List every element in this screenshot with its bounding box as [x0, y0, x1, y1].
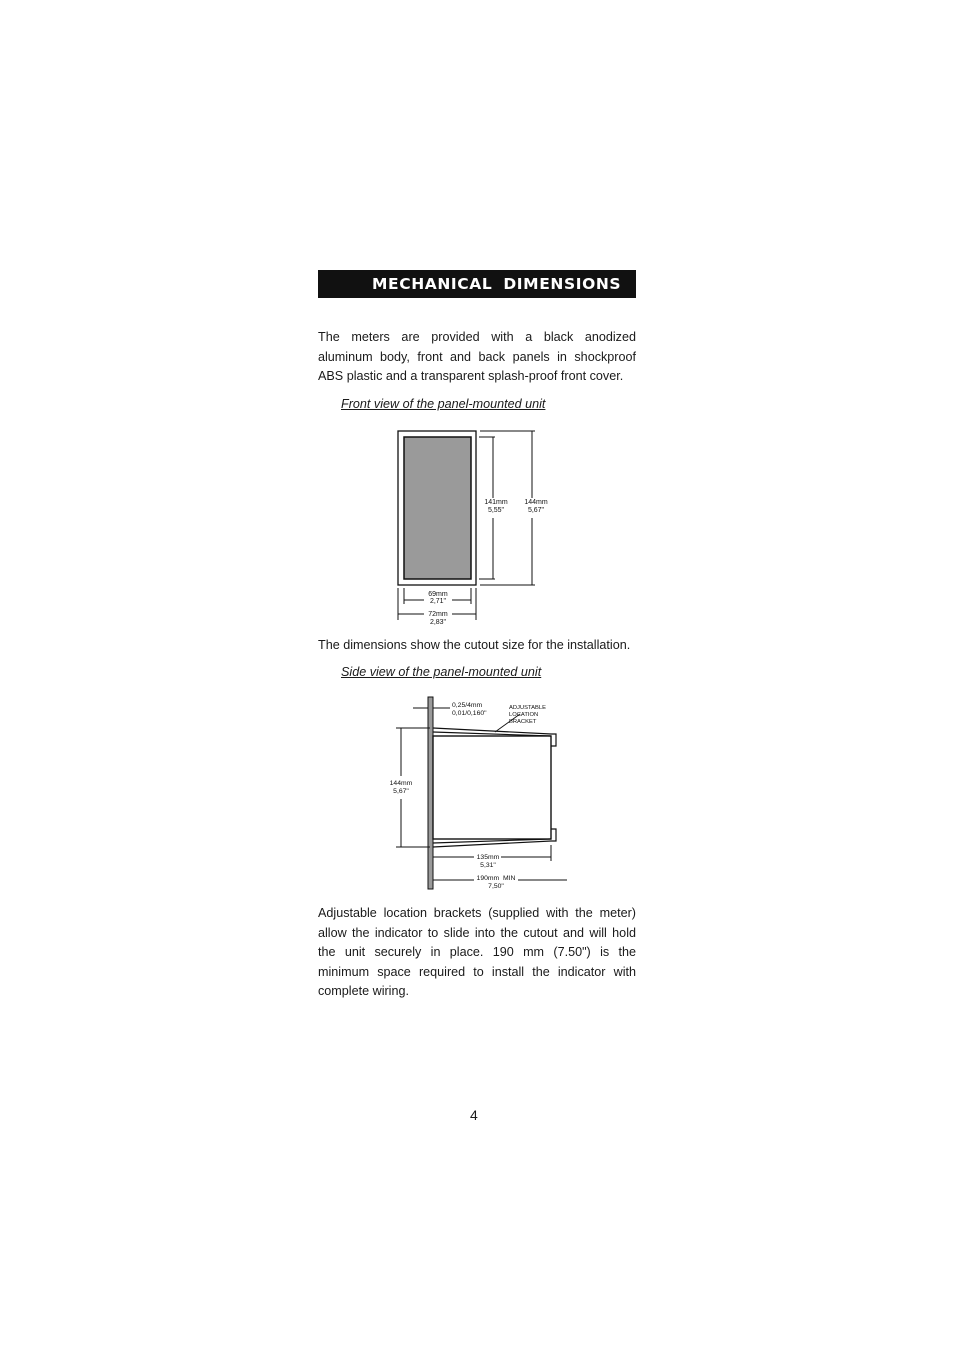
- section-title-bar: [318, 270, 636, 298]
- dim-outer-width-mm: 72mm: [428, 611, 448, 618]
- dim-inner-width-in: 2,71": [429, 598, 447, 605]
- dim-inner-height-mm: 141mm: [484, 499, 508, 506]
- bracket-paragraph: Adjustable location brackets (supplied with the meter) allow the indicator to slide into the cutout and will hold the unit securely in place. 190 mm (7.50") is the minimum space required to install the indicator with complete wiring.: [318, 906, 636, 998]
- mounting-panel: [428, 697, 433, 889]
- cutout-note: The dimensions show the cutout size for the installation.: [318, 638, 631, 652]
- dim-min-in: 7,50": [488, 883, 504, 890]
- dim-inner-width-mm: 69mm: [428, 591, 448, 598]
- dim-outer-height-mm: 144mm: [524, 499, 548, 506]
- bracket-label-3: BRACKET: [509, 719, 537, 725]
- page-number: 4: [470, 1107, 478, 1123]
- bracket-label-1: ADJUSTABLE: [509, 705, 546, 711]
- dim-outer-width-in: 2,83": [429, 619, 447, 626]
- front-view-diagram: [390, 425, 560, 630]
- front-display-window: [404, 437, 471, 579]
- meter-body: [433, 736, 551, 839]
- dim-depth-mm: 135mm: [476, 854, 500, 861]
- dim-inner-height-in: 5,55": [487, 507, 505, 514]
- dim-min-mm: 190mm MIN: [476, 875, 516, 882]
- section-title: MECHANICAL DIMENSIONS: [372, 275, 622, 293]
- side-view-diagram: [388, 692, 573, 892]
- front-view-caption: Front view of the panel-mounted unit: [341, 397, 546, 411]
- dim-height-in: 5,67": [393, 788, 409, 795]
- side-view-caption: Side view of the panel-mounted unit: [341, 665, 542, 679]
- dim-panel-mm: 0,25/4mm: [452, 702, 483, 709]
- dim-outer-height-in: 5,67": [527, 507, 545, 514]
- bracket-label-2: LOCATION: [509, 712, 539, 718]
- dim-panel-in: 0,01/0,160": [452, 710, 487, 717]
- dim-depth-in: 5,31": [480, 862, 496, 869]
- intro-paragraph: The meters are provided with a black anodized aluminum body, front and back panels in shockproof ABS plastic and a transparent splash-proof front cover.: [318, 330, 636, 383]
- dim-height-mm: 144mm: [389, 780, 413, 787]
